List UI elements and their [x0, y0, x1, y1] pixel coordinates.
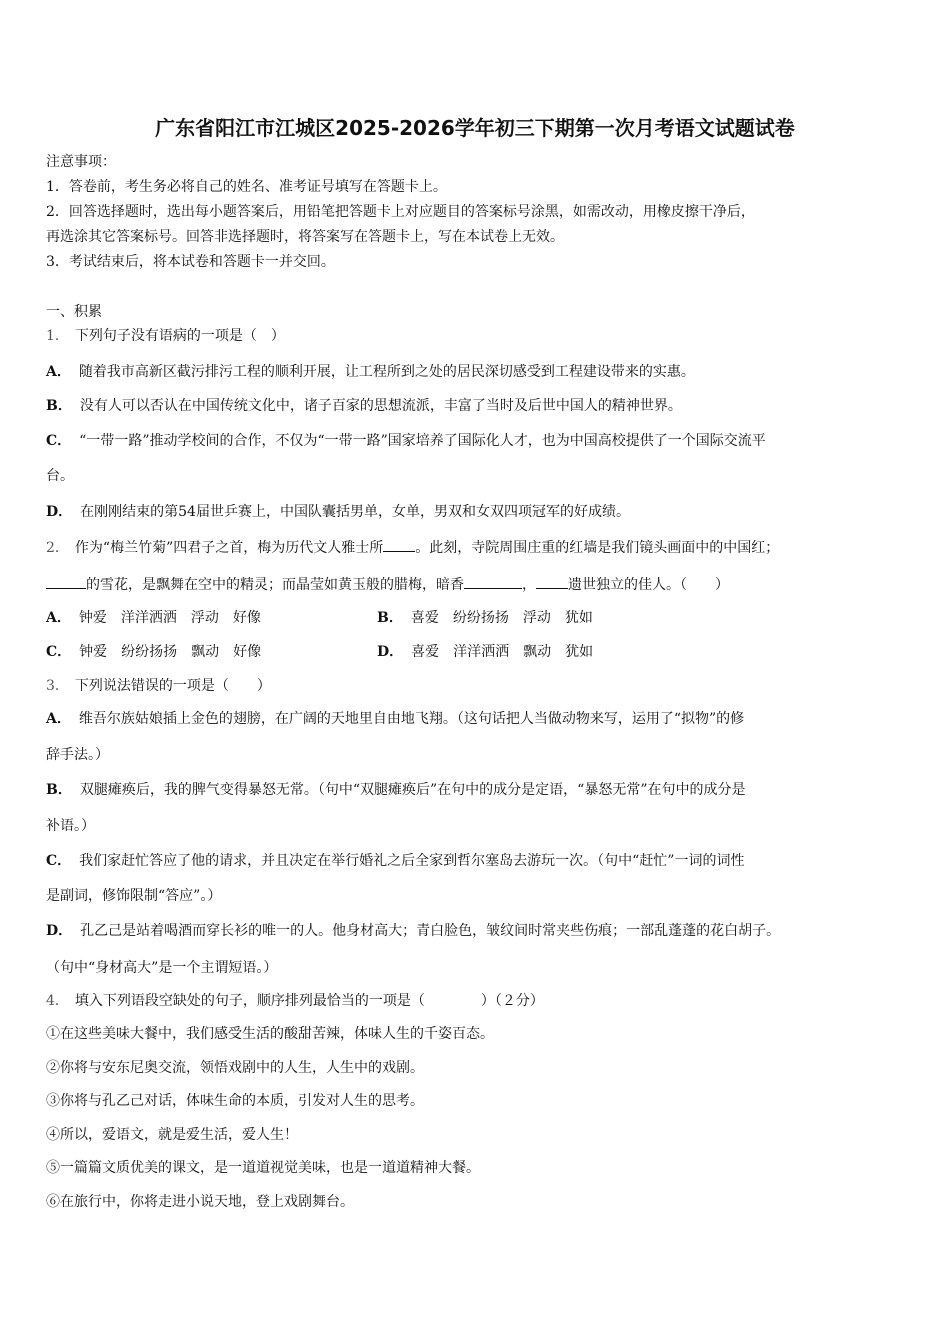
option-text: 随着我市高新区截污排污工程的顺利开展，让工程所到之处的居民深切感受到工程建设带来的实惠。	[78, 364, 695, 380]
question-4-sentence: ③你将与孔乙己对话，体味生命的本质，引发对人生的思考。	[46, 1093, 424, 1109]
question-1-stem	[46, 326, 285, 346]
question-1-option-c	[46, 431, 766, 451]
option-label: B．	[377, 610, 403, 626]
option-text: 维吾尔族姑娘插上金色的翅膀，在广阔的天地里自由地飞翔。（这句话把人当做动物来写，运用了“拟物”的修	[78, 711, 745, 727]
question-3-option-a-cont: 辞手法。）	[46, 747, 109, 763]
question-number: 3．	[46, 678, 69, 694]
question-text: 作为“梅兰竹菊”四君子之首，梅为历代文人雅士所	[74, 540, 384, 556]
question-1-option-d	[46, 502, 630, 522]
question-number: 1．	[46, 328, 69, 344]
question-3-stem	[46, 676, 271, 696]
option-label: D．	[46, 923, 73, 939]
question-2-stem-cont	[46, 574, 729, 595]
option-label: C．	[46, 853, 72, 869]
section-heading: 一、积累	[46, 304, 102, 320]
notice-item: 1．答卷前，考生务必将自己的姓名、准考证号填写在答题卡上。	[46, 179, 447, 195]
option-text: 喜爱 纷纷扬扬 浮动 犹如	[410, 610, 593, 626]
question-2-option-b	[377, 608, 593, 628]
question-text: 填入下列语段空缺处的句子，顺序排列最恰当的一项是（ ）（２分）	[74, 993, 544, 1009]
option-label: A．	[46, 610, 71, 626]
option-label: C．	[46, 433, 72, 449]
question-3-option-c	[46, 851, 744, 871]
question-3-option-c-cont: 是副词，修饰限制“答应”。）	[46, 888, 222, 904]
question-1-option-b	[46, 396, 682, 416]
question-number: 4．	[46, 993, 69, 1009]
question-text: 下列说法错误的一项是（ ）	[74, 678, 271, 694]
notice-heading: 注意事项：	[46, 154, 116, 170]
question-3-option-b-cont: 补语。）	[46, 818, 95, 834]
question-4-sentence: ④所以，爱语文，就是爱生活，爱人生！	[46, 1127, 298, 1143]
notice-item: 3．考试结束后，将本试卷和答题卡一并交回。	[46, 254, 335, 270]
option-text: 孔乙己是站着喝酒而穿长衫的唯一的人。他身材高大；青白脸色，皱纹间时常夹些伤痕；一部乱蓬蓬的花白胡子。	[80, 923, 781, 939]
question-text: 的雪花，是飘舞在空中的精灵；而晶莹如黄玉般的腊梅，暗香	[86, 577, 464, 593]
question-2-stem	[46, 537, 779, 558]
notice-item: 再选涂其它答案标号。回答非选择题时，将答案写在答题卡上，写在本试卷上无效。	[46, 229, 564, 245]
question-4-sentence: ②你将与安东尼奥交流，领悟戏剧中的人生，人生中的戏剧。	[46, 1060, 424, 1076]
notice-item: 2．回答选择题时，选出每小题答案后，用铅笔把答题卡上对应题目的答案标号涂黑，如需改动，用橡皮擦干净后，	[46, 204, 755, 220]
option-label: B．	[46, 782, 72, 798]
question-3-option-a	[46, 709, 744, 729]
question-text: 遗世独立的佳人。（ ）	[568, 577, 729, 593]
option-label: D．	[46, 504, 73, 520]
option-text: 喜爱 洋洋洒洒 飘动 犹如	[411, 644, 594, 660]
page-title: 广东省阳江市江城区2025-2026学年初三下期第一次月考语文试题试卷	[155, 116, 795, 140]
answer-blank	[383, 537, 415, 552]
option-text: 我们家赶忙答应了他的请求，并且决定在举行婚礼之后全家到哲尔塞岛去游玩一次。（句中“赶忙”一词的词性	[79, 853, 745, 869]
option-label: B．	[46, 398, 72, 414]
option-text: 钟爱 洋洋洒洒 浮动 好像	[78, 610, 261, 626]
answer-blank	[464, 574, 522, 589]
question-4-stem	[46, 991, 544, 1011]
question-text: ，	[522, 577, 536, 593]
option-text: 双腿瘫痪后，我的脾气变得暴怒无常。（句中“双腿瘫痪后”在句中的成分是定语，“暴怒无常”在句中的成分是	[79, 782, 746, 798]
question-2-option-d	[377, 642, 593, 662]
question-4-sentence: ⑥在旅行中，你将走进小说天地，登上戏剧舞台。	[46, 1194, 354, 1210]
answer-blank	[46, 574, 86, 589]
question-4-sentence: ⑤一篇篇文质优美的课文，是一道道视觉美味，也是一道道精神大餐。	[46, 1160, 480, 1176]
option-label: C．	[46, 644, 72, 660]
question-2-option-a	[46, 608, 261, 628]
question-1-option-c-cont: 台。	[46, 468, 74, 484]
option-text: “一带一路”推动学校间的合作，不仅为“一带一路”国家培养了国际化人才，也为中国高校提供了一个国际交流平	[79, 433, 766, 449]
option-label: A．	[46, 364, 71, 380]
option-text: 在刚刚结束的第54届世乒赛上，中国队囊括男单，女单，男双和女双四项冠军的好成绩。	[80, 504, 630, 520]
question-4-sentence: ①在这些美味大餐中，我们感受生活的酸甜苦辣，体味人生的千姿百态。	[46, 1026, 494, 1042]
option-text: 钟爱 纷纷扬扬 飘动 好像	[79, 644, 262, 660]
option-label: A．	[46, 711, 71, 727]
question-number: 2．	[46, 540, 69, 556]
question-3-option-d	[46, 921, 780, 941]
question-1-option-a	[46, 362, 695, 382]
question-2-option-c	[46, 642, 261, 662]
question-text: 。此刻，寺院周围庄重的红墙是我们镜头画面中的中国红；	[415, 540, 780, 556]
answer-blank	[536, 574, 568, 589]
option-text: 没有人可以否认在中国传统文化中，诸子百家的思想流派，丰富了当时及后世中国人的精神世界。	[79, 398, 682, 414]
question-3-option-b	[46, 780, 745, 800]
question-3-option-d-cont: （句中“身材高大”是一个主谓短语。）	[46, 960, 278, 976]
option-label: D．	[377, 644, 404, 660]
question-text: 下列句子没有语病的一项是（ ）	[74, 328, 285, 344]
